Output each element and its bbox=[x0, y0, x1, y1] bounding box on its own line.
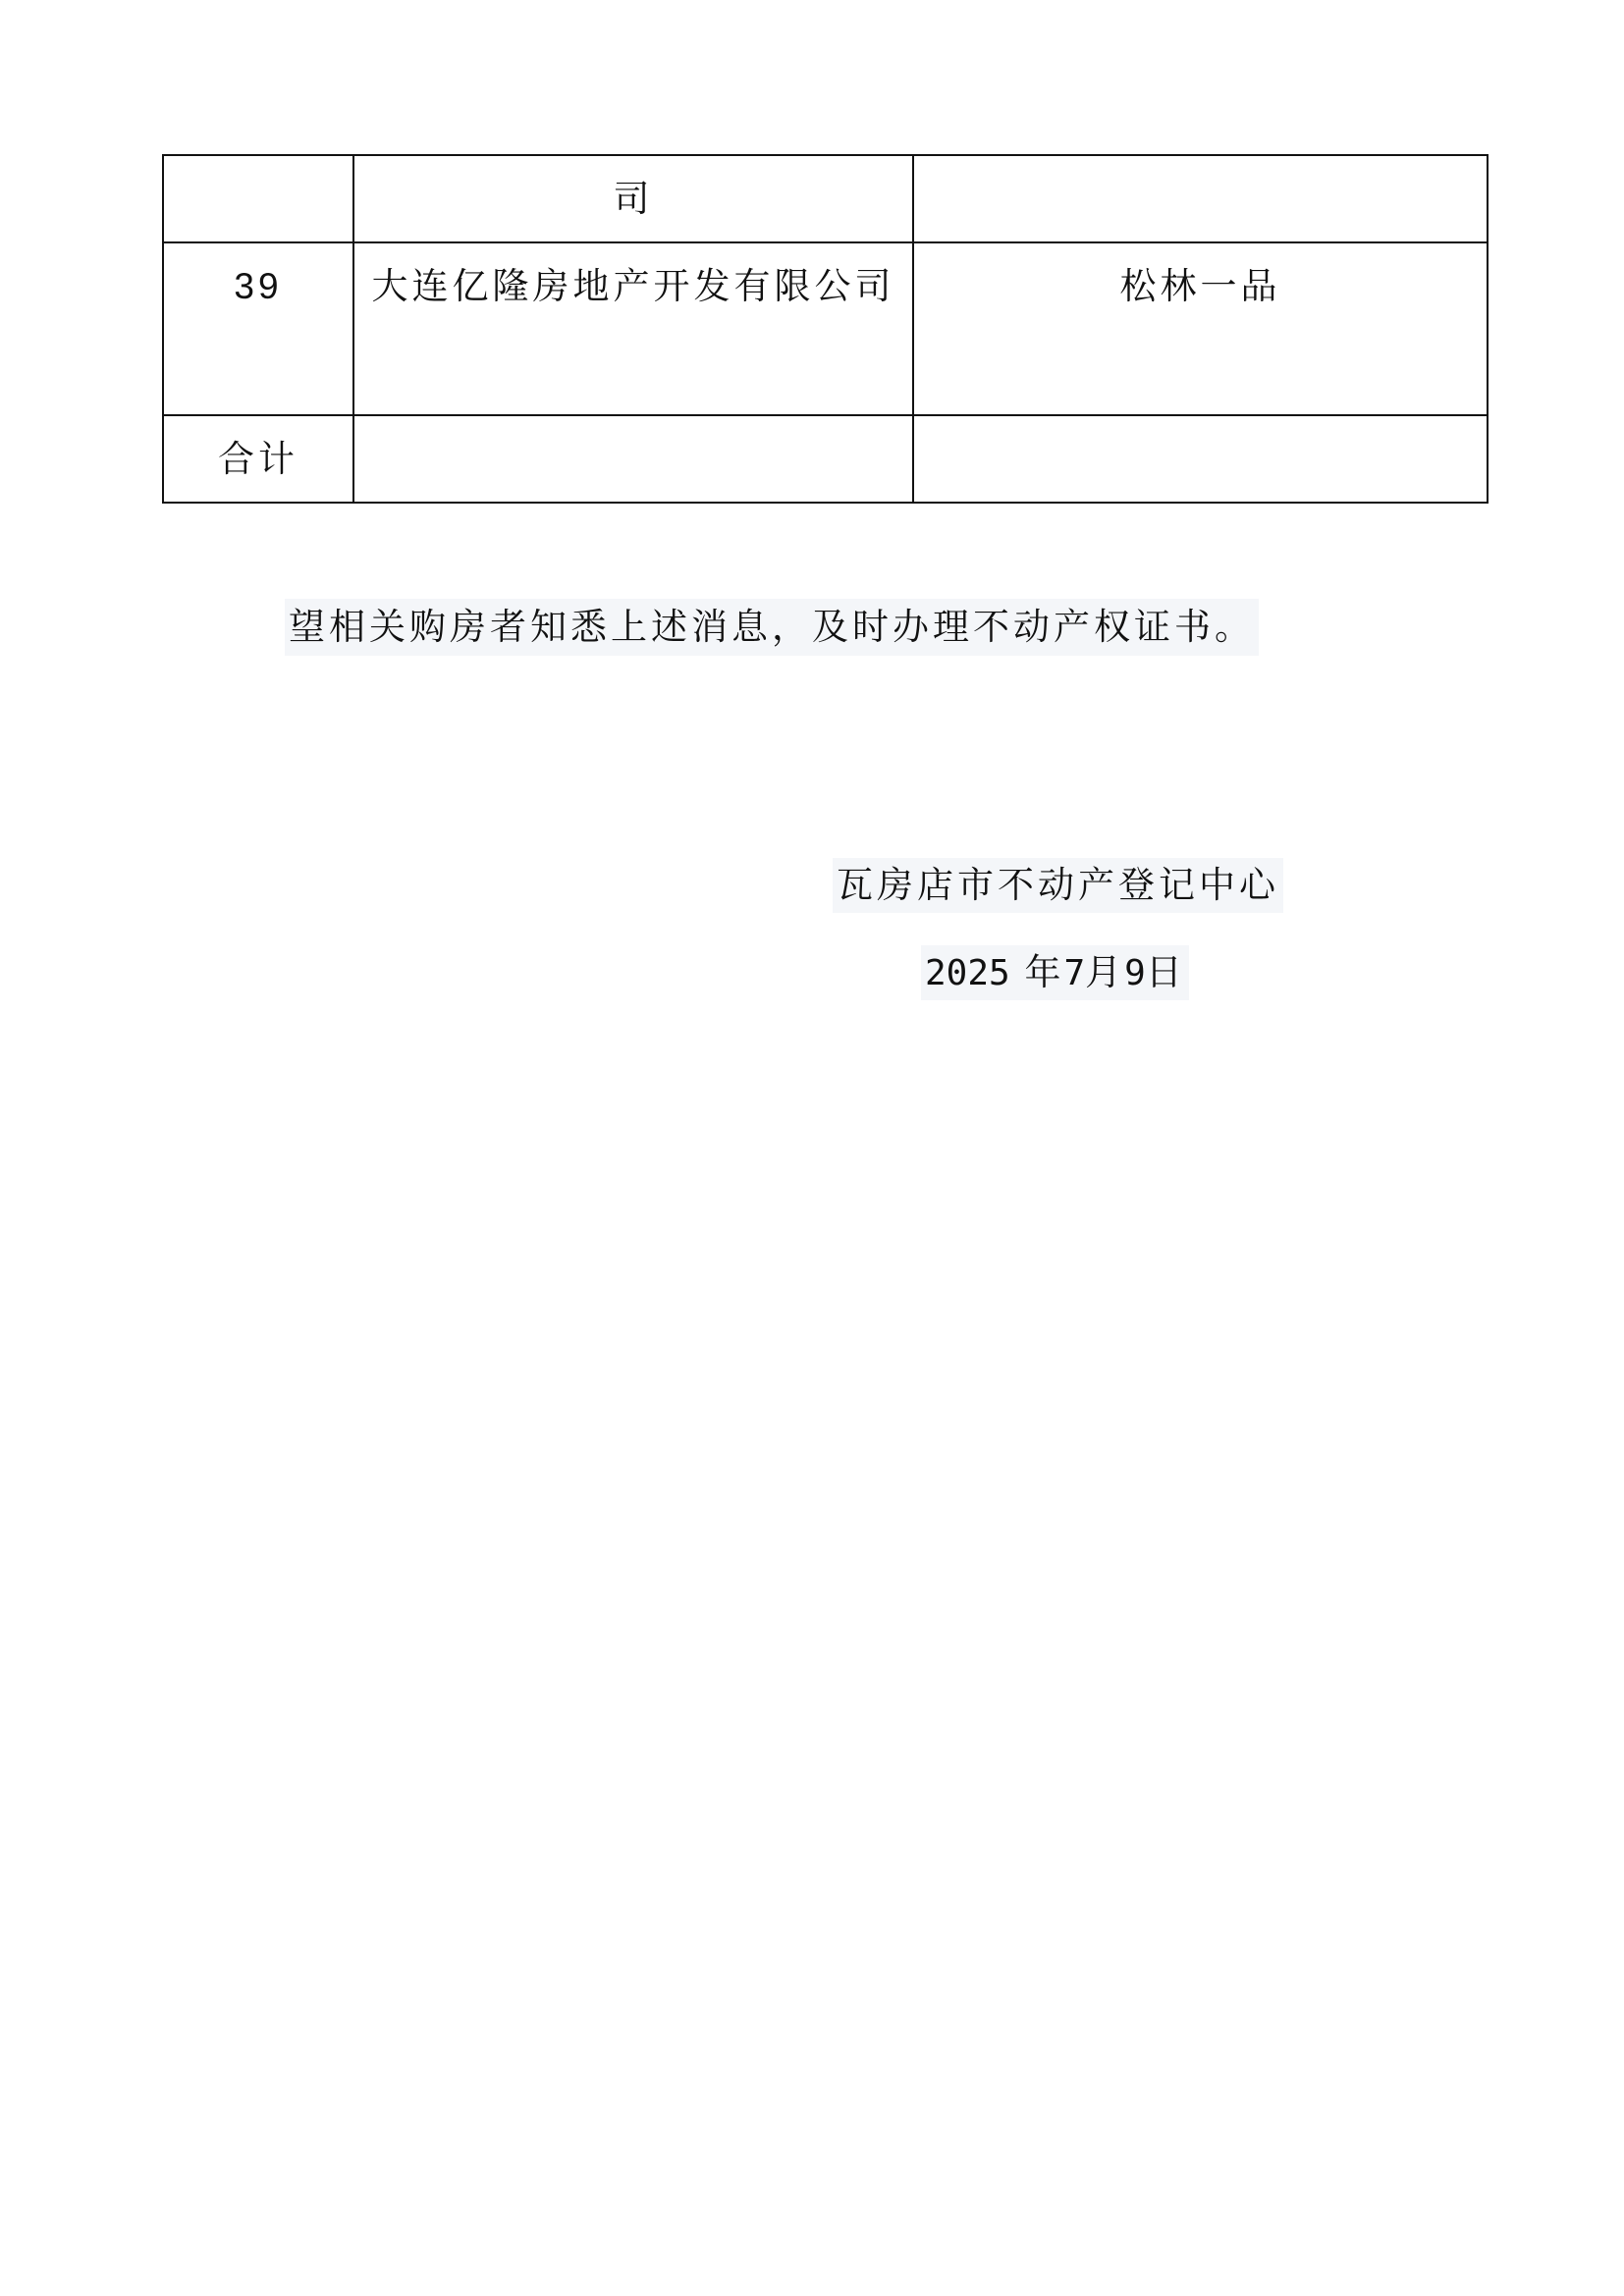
row-number-cell: 39 bbox=[163, 242, 353, 415]
table-row bbox=[163, 242, 1488, 415]
date-year-unit: 年 bbox=[1024, 951, 1064, 993]
issuer-name: 瓦房店市不动产登记中心 bbox=[833, 858, 1283, 913]
date-month: 7 bbox=[1063, 953, 1086, 993]
date-day-unit: 日 bbox=[1145, 951, 1185, 993]
project-cell bbox=[913, 415, 1488, 503]
issue-date bbox=[921, 945, 1189, 1000]
total-label-cell: 合计 bbox=[163, 415, 353, 503]
date-month-unit: 月 bbox=[1085, 951, 1125, 993]
project-cell: 松林一品 bbox=[913, 242, 1488, 415]
row-number-cell bbox=[163, 155, 353, 242]
date-year: 2025 bbox=[925, 953, 1010, 993]
date-day: 9 bbox=[1124, 953, 1146, 993]
company-cell: 司 bbox=[353, 155, 913, 242]
company-cell: 大连亿隆房地产开发有限公司 bbox=[353, 242, 913, 415]
table-row bbox=[163, 155, 1488, 242]
total-row bbox=[163, 415, 1488, 503]
project-list-table bbox=[162, 154, 1489, 504]
notice-text: 望相关购房者知悉上述消息，及时办理不动产权证书。 bbox=[285, 599, 1259, 656]
company-cell bbox=[353, 415, 913, 503]
project-cell bbox=[913, 155, 1488, 242]
